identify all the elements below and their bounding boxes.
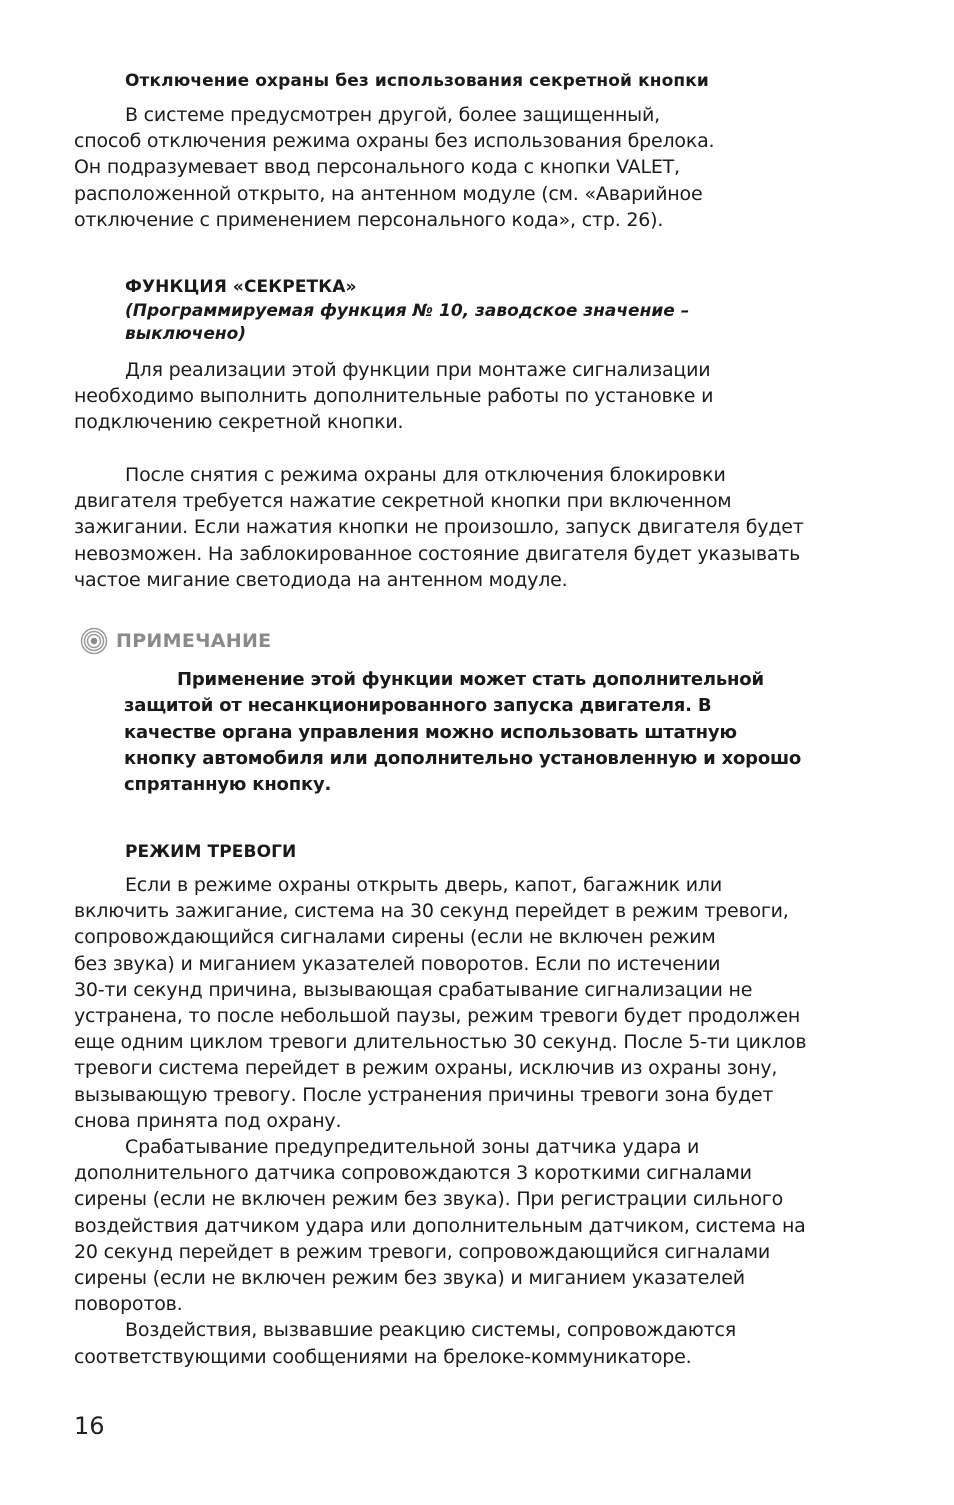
text-line: поворотов. (74, 1293, 183, 1316)
text-line: После снятия с режима охраны для отключения блокировки (125, 464, 726, 486)
note-line: защитой от несанкционированного запуска двигателя. В (124, 695, 712, 717)
text-line: 30-ти секунд причина, вызывающая срабатывание сигнализации не (74, 978, 753, 1001)
text-line: расположенной открыто, на антенном модуле (см. «Аварийное (74, 182, 703, 205)
text-line: двигателя требуется нажатие секретной кнопки при включенном (74, 490, 732, 513)
text-line: Если в режиме охраны открыть дверь, капот, багажник или (125, 874, 722, 896)
text-line: Воздействия, вызвавшие реакцию системы, сопровождаются (125, 1319, 736, 1342)
text-line: невозможен. На заблокированное состояние двигателя будет указывать (74, 542, 801, 565)
note-header (80, 626, 271, 656)
note-line: кнопку автомобиля или дополнительно установленную и хорошо (124, 747, 802, 769)
text-line: частое мигание светодиода на антенном модуле. (74, 568, 568, 591)
text-line: подключению секретной кнопки. (74, 411, 404, 434)
subheading-line: выключено) (125, 324, 247, 344)
text-line: В системе предусмотрен другой, более защищенный, (125, 104, 660, 126)
text-line: воздействия датчиком удара или дополнительным датчиком, система на (74, 1214, 806, 1237)
text-line: Он подразумевает ввод персонального кода с кнопки VALET, (74, 156, 680, 179)
note-line: Применение этой функции может стать дополнительной (177, 669, 764, 690)
text-line: вызывающую тревогу. После устранения причины тревоги зона будет (74, 1083, 774, 1106)
paragraph-alarm-trigger (74, 872, 874, 1370)
text-line: Для реализации этой функции при монтаже сигнализации (125, 359, 711, 381)
section-heading-secret-function: ФУНКЦИЯ «СЕКРЕТКА» (125, 277, 357, 297)
paragraph-valet-disarm (74, 102, 874, 233)
text-line: необходимо выполнить дополнительные работы по установке и (74, 385, 714, 408)
paragraph-secret-installation (74, 357, 874, 436)
concentric-circles-icon (80, 627, 108, 655)
page-number: 16 (74, 1412, 105, 1440)
text-line: тревоги система перейдет в режим охраны, исключив из охраны зону, (74, 1057, 778, 1080)
text-line: зажигании. Если нажатия кнопки не произошло, запуск двигателя будет (74, 516, 804, 539)
text-line: сирены (если не включен режим без звука) и миганием указателей (74, 1267, 745, 1290)
text-line: сопровождающийся сигналами сирены (если не включен режим (74, 926, 716, 949)
text-line: способ отключения режима охраны без использования брелока. (74, 130, 715, 153)
subheading-line: (Программируемая функция № 10, заводское значение – (125, 301, 690, 321)
text-line: сирены (если не включен режим без звука). При регистрации сильного (74, 1188, 784, 1211)
section-heading-valet-disarm: Отключение охраны без использования секретной кнопки (125, 71, 709, 91)
text-line: устранена, то после небольшой паузы, режим тревоги будет продолжен (74, 1005, 801, 1028)
text-line: Срабатывание предупредительной зоны датчика удара и (125, 1136, 700, 1159)
paragraph-secret-operation (74, 462, 874, 593)
text-line: 20 секунд перейдет в режим тревоги, сопровождающийся сигналами (74, 1240, 770, 1263)
note-title: ПРИМЕЧАНИЕ (116, 630, 272, 652)
section-subheading-programmable-function (74, 300, 825, 346)
text-line: отключение с применением персонального кода», стр. 26). (74, 208, 664, 231)
note-body (124, 667, 884, 798)
section-heading-alarm-mode: РЕЖИМ ТРЕВОГИ (125, 842, 297, 862)
text-line: без звука) и миганием указателей поворотов. Если по истечении (74, 952, 721, 975)
text-line: включить зажигание, система на 30 секунд перейдет в режим тревоги, (74, 900, 789, 923)
note-line: качестве органа управления можно использовать штатную (124, 721, 737, 743)
text-line: соответствующими сообщениями на брелоке-коммуникаторе. (74, 1345, 692, 1368)
note-line: спрятанную кнопку. (124, 774, 332, 796)
text-line: еще одним циклом тревоги длительностью 30 секунд. После 5-ти циклов (74, 1031, 807, 1054)
text-line: дополнительного датчика сопровождаются 3 короткими сигналами (74, 1162, 752, 1185)
text-line: снова принята под охрану. (74, 1109, 342, 1132)
